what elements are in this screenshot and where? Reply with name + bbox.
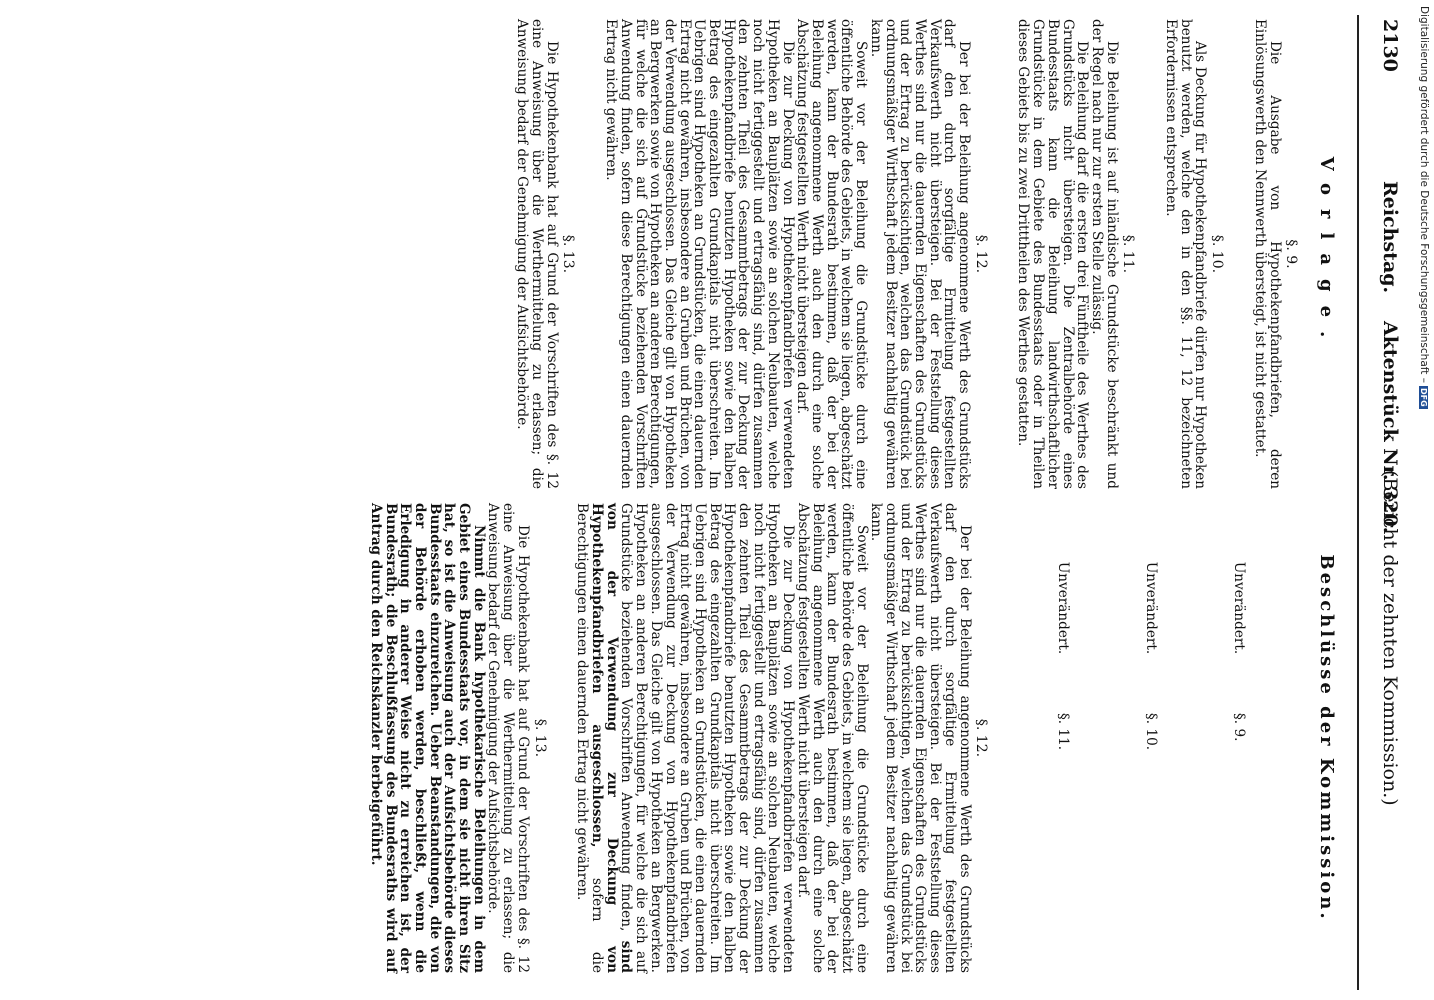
right-s9-row [1210,503,1298,973]
left-s11-text-2: Die Beleihung darf die ersten drei Fünftheile des Werthes des Grundstücks nicht übersteigen. Die Zentralbehörde eines Bundesstaats kann die Beleihung landwirthschaftlicher Grundstücke in dem Gebiete des Bundesstaats oder in Theilen dieses Gebiets bis zu zwei Dritttheilen des Werthes gestatten. [1015,19,1091,489]
digitization-note-text: Digitalisierung gefördert durch die Deutsche Forschungsgemeinschaft – [1418,6,1430,383]
header-reichstag: Reichstag. [1379,181,1401,294]
left-s11-text-1: Die Beleihung ist auf inländische Grundstücke beschränkt und der Regel nach nur zur ersten Stelle zulässig. [1088,19,1120,489]
right-s13-bold-paragraph: Nimmt die Bank hypothekarische Beleihungen in dem Gebiet eines Bundesstaats vor, in dem sie nicht ihren Sitz hat, so ist die Anweisung auch der Aufsichtsbehörde dieses Bundesstaats einzureichen. Ueber Beanstandungen, die von der Behörde erhoben werden, beschließt, wenn die Erledigung in anderer Weise nicht zu erreichen ist, der Bundesrath; die Beschlußfassung des Bundesraths wird auf Antrag durch den Reichskanzler herbeigeführt. [367,503,487,973]
left-s10-text: Als Deckung für Hypothekenpfandbriefe dürfen nur Hypotheken benutzt werden, welche den in den §§. 11, 12 bezeichneten Erfordernissen entsprechen. [1163,19,1209,489]
right-s12-heading: §. 12. [973,718,990,758]
left-s12-paragraph-2: Soweit vor der Beleihung die Grundstücke durch eine öffentliche Behörde des Gebiets, in welchem sie liegen, abgeschätzt werden, kann der Bundesrath bestimmen, daß der bei der Beleihung angenommene Werth auch den durch eine solche Abschätzung festgestellten Werth nicht übersteigen darf. [794,19,870,489]
left-s10-heading: §. 10. [1209,234,1226,274]
left-s13-text: Die Hypothekenbank hat auf Grund der Vorschriften des §. 12 eine Anweisung über die Werthermittelung zu erlassen; die Anweisung bedarf der Genehmigung der Aufsichtsbehörde. [514,19,560,489]
right-s12-paragraph-2: Soweit vor der Beleihung die Grundstücke durch eine öffentliche Behörde des Gebiets, in welchem sie liegen, abgeschätzt werden, kann der Bundesrath bestimmen, daß der bei der Beleihung angenommene Werth auch den durch eine solche Abschätzung festgestellten Werth nicht übersteigen darf. [794,503,870,973]
header-bericht: (Bericht der zehnten Kommission.) [1379,470,1401,806]
right-s13-heading: §. 13. [531,718,548,758]
right-s9-unchanged: Unverändert. [1231,561,1248,655]
right-s11-row [1034,503,1122,973]
right-s13-text: Die Hypothekenbank hat auf Grund der Vorschriften des §. 12 eine Anweisung über die Werthermittelung zu erlassen; die Anweisung bedarf der Genehmigung der Aufsichtsbehörde. [485,503,531,973]
left-s9-heading: §. 9. [1283,239,1300,269]
left-s12-paragraph-1: Der bei der Beleihung angenommene Werth des Grundstücks darf den durch sorgfältige Ermittelung festgestellten Verkaufswerth nicht übersteigen. Bei der Feststellung dieses Werthes sind nur die dauernden Eigenschaften des Grundstücks und der Ertrag zu berücksichtigen, welchen das Grundstück bei ordnungsmäßiger Wirthschaft jedem Besitzer nachhaltig gewähren kann. [867,19,973,489]
right-s10-heading: §. 10. [1143,713,1160,751]
header-aktenstueck: Aktenstück Nr. 320. [1379,321,1401,534]
left-s13-heading: §. 13. [560,234,577,274]
right-column-beschluesse [368,503,1349,973]
right-s12-paragraph-3-bold: sind von der Verwendung zur Deckung von Hypothekenpfandbriefen ausgeschlossen, [589,503,635,973]
right-s10-row [1122,503,1210,973]
right-s11-unchanged: Unverändert. [1055,561,1072,655]
right-s12-paragraph-3-c: sofern die Berechtigungen einen dauernden Ertrag nicht gewähren. [574,503,606,973]
header-rule [1357,15,1359,990]
right-s9-heading: §. 9. [1231,713,1248,742]
right-s12-paragraph-3 [575,503,796,973]
page-number: 2130 [1379,19,1401,72]
page-header [1359,5,1417,995]
right-s11-heading: §. 11. [1055,713,1072,751]
left-s9-text: Die Ausgabe von Hypothekenpfandbriefen, deren Einlösungswerth den Nennwerth übersteigt, ist nicht gestattet. [1251,19,1283,489]
dfg-logo: DFG [1419,387,1428,407]
right-s10-unchanged: Unverändert. [1143,561,1160,655]
right-column-title: Beschlüsse der Kommission. [1316,554,1337,922]
left-s11-heading: §. 11. [1120,234,1137,274]
document-page [7,5,1417,995]
right-s12-paragraph-3-a: Die zur Deckung von Hypothekenpfandbriefen verwendeten Hypotheken an Bauplätzen sowie an solchen Neubauten, welche noch nicht fertiggestellt und ertragsfähig sind, dürfen zusammen den zehnten Theil des Gesammtbetrags der zur Deckung der Hypothekenpfandbriefe benutzten Hypotheken sowie den halben Betrag des eingezahlten Grundkapitals nicht überschreiten. Im Uebrigen sind Hypotheken an Grundstücken, die einen dauernden Ertrag nicht gewähren, insbesondere an Gruben und Brüchen, von der Verwendung zur Deckung von Hypothekenpfandbriefen ausgeschlossen. Das Gleiche gilt von Hypotheken an Bergwerken. Hypotheken an anderen Berechtigungen, für welche die sich auf Grundstücke beziehenden Vorschriften Anwendung finden, [618,503,797,973]
left-column-vorlage [515,19,1349,489]
digitization-note [1418,6,1430,409]
left-s12-paragraph-3: Die zur Deckung von Hypothekenpfandbriefen verwendeten Hypotheken an Bauplätzen sowie an solchen Neubauten, welche noch nicht fertiggestellt und ertragsfähig sind, dürfen zusammen den zehnten Theil des Gesammtbetrags der zur Deckung der Hypothekenpfandbriefe benutzten Hypotheken sowie den halben Betrag des eingezahlten Grundkapitals nicht überschreiten. Im Uebrigen sind Hypotheken an Grundstücken, die einen dauernden Ertrag nicht gewähren, insbesondere an Gruben und Brüchen, von der Verwendung ausgeschlossen. Das Gleiche gilt von Hypotheken an Bergwerken sowie von Hypotheken an anderen Berechtigungen, für welche die sich auf Grundstücke beziehenden Vorschriften Anwendung finden, sofern diese Berechtigungen einen dauernden Ertrag nicht gewähren. [603,19,796,489]
left-s12-heading: §. 12. [972,234,989,274]
left-column-title: Vorlage. [1316,156,1337,352]
right-s12-paragraph-1: Der bei der Beleihung angenommene Werth des Grundstücks darf den durch sorgfältige Ermittelung festgestellten Verkaufswerth nicht übersteigen. Bei der Feststellung dieses Werthes sind nur die dauernden Eigenschaften des Grundstücks und der Ertrag zu berücksichtigen, welchen das Grundstück bei ordnungsmäßiger Wirthschaft jedem Besitzer nachhaltig gewähren kann. [868,503,973,973]
